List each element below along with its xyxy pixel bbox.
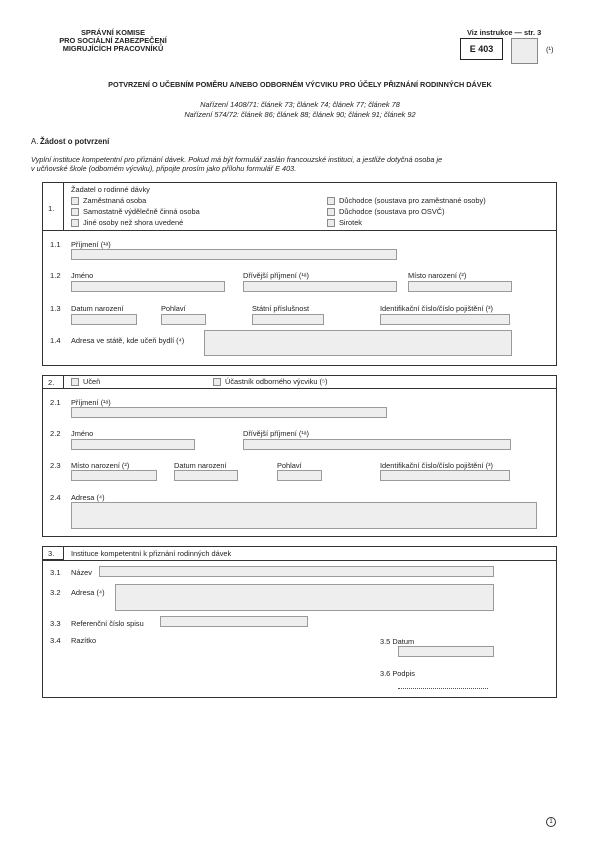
- apprentice-label: Učeň: [83, 377, 101, 386]
- section-1-divider: [42, 230, 557, 231]
- stamp-label: Razítko: [71, 636, 97, 645]
- checkbox-trainee[interactable]: [213, 378, 221, 386]
- trainee-label: Účastník odborného výcviku (⁵): [225, 377, 328, 386]
- field-number-2-3: 2.3: [50, 461, 61, 470]
- checkbox-employed[interactable]: [71, 197, 79, 205]
- birth-date-field[interactable]: [71, 314, 137, 325]
- birth-date-label: Datum narození: [71, 304, 124, 313]
- authority-name-line2: PRO SOCIÁLNÍ ZABEZPEČENÍ: [59, 36, 167, 45]
- date-field[interactable]: [398, 646, 494, 657]
- form-code-box: [460, 38, 503, 60]
- checkbox-orphan[interactable]: [327, 219, 335, 227]
- field-number-3-4: 3.4: [50, 636, 61, 645]
- sex-field[interactable]: [161, 314, 206, 325]
- checkbox-self-employed[interactable]: [71, 208, 79, 216]
- section-a-heading: Žádost o potvrzení: [40, 137, 110, 146]
- signature-line[interactable]: [398, 688, 488, 689]
- reference-number-label: Referenční číslo spisu: [71, 619, 144, 628]
- birthplace-label: Místo narození (²): [408, 271, 467, 280]
- authority-name-line3: MIGRUJÍCÍCH PRACOVNÍKŮ: [62, 44, 164, 53]
- institution-address-label: Adresa (⁴): [71, 588, 105, 597]
- regulation-line-1: Nařízení 1408/71: článek 73; článek 74; článek 77; článek 78: [200, 100, 400, 109]
- option-employed: Zaměstnaná osoba: [83, 196, 147, 205]
- apprentice-sex-field[interactable]: [277, 470, 322, 481]
- surname-label: Příjmení (¹ᵃ): [71, 240, 111, 249]
- apprentice-address-field[interactable]: [71, 502, 537, 529]
- field-number-2-2: 2.2: [50, 429, 61, 438]
- option-self-employed: Samostatně výdělečně činná osoba: [83, 207, 200, 216]
- checkbox-other-persons[interactable]: [71, 219, 79, 227]
- apprentice-former-surname-label: Dřívější příjmení (¹ᵃ): [243, 429, 309, 438]
- checkbox-pensioner-employed[interactable]: [327, 197, 335, 205]
- applicant-label: Žadatel o rodinné dávky: [71, 185, 150, 194]
- authority-name-line1: SPRÁVNÍ KOMISE: [80, 28, 146, 37]
- former-surname-field[interactable]: [243, 281, 397, 292]
- regulation-line-2: Nařízení 574/72: článek 86; článek 88; článek 90; článek 91; článek 92: [184, 110, 416, 119]
- nationality-field[interactable]: [252, 314, 324, 325]
- apprentice-former-surname-field[interactable]: [243, 439, 511, 450]
- section-2-number: 2.: [48, 378, 55, 387]
- institution-name-label: Název: [71, 568, 92, 577]
- former-surname-label: Dřívější příjmení (¹ᵃ): [243, 271, 309, 280]
- field-number-1-1: 1.1: [50, 240, 61, 249]
- address-in-state-field[interactable]: [204, 330, 512, 356]
- id-number-field[interactable]: [380, 314, 510, 325]
- field-number-2-4: 2.4: [50, 493, 61, 502]
- nationality-label: Státní příslušnost: [252, 304, 310, 313]
- footnote-reference: (¹): [546, 45, 554, 54]
- option-orphan: Sirotek: [339, 218, 363, 227]
- apprentice-id-number-field[interactable]: [380, 470, 510, 481]
- page-number-badge: [546, 817, 556, 827]
- apprentice-surname-field[interactable]: [71, 407, 387, 418]
- option-pensioner-self-employed: Důchodce (soustava pro OSVČ): [339, 207, 445, 216]
- birthplace-field[interactable]: [408, 281, 512, 292]
- field-number-1-4: 1.4: [50, 336, 61, 345]
- apprentice-first-name-label: Jméno: [71, 429, 94, 438]
- checkbox-pensioner-self-employed[interactable]: [327, 208, 335, 216]
- section-1-number: 1.: [48, 204, 55, 213]
- apprentice-birthplace-label: Místo narození (²): [71, 461, 130, 470]
- institution-name-field[interactable]: [99, 566, 494, 577]
- section-2-divider: [42, 388, 557, 389]
- first-name-label: Jméno: [71, 271, 94, 280]
- form-title: POTVRZENÍ O UČEBNÍM POMĚRU A/NEBO ODBORNÉM VÝCVIKU PRO ÚČELY PŘIZNÁNÍ RODINNÝCH DÁVEK: [108, 80, 492, 89]
- field-number-1-2: 1.2: [50, 271, 61, 280]
- apprentice-birth-date-field[interactable]: [174, 470, 238, 481]
- date-label: 3.5 Datum: [380, 637, 415, 646]
- apprentice-address-label: Adresa (⁴): [71, 493, 105, 502]
- country-code-field[interactable]: [511, 38, 538, 64]
- institution-address-field[interactable]: [115, 584, 494, 611]
- apprentice-sex-label: Pohlaví: [277, 461, 302, 470]
- competent-institution-heading: Instituce kompetentní k přiznání rodinných dávek: [71, 549, 232, 558]
- first-name-field[interactable]: [71, 281, 225, 292]
- field-number-3-1: 3.1: [50, 568, 61, 577]
- apprentice-birthplace-field[interactable]: [71, 470, 157, 481]
- section-3-number: 3.: [48, 549, 55, 558]
- instructions-reference: Viz instrukce — str. 3: [467, 28, 542, 37]
- surname-field[interactable]: [71, 249, 397, 260]
- section-3-divider: [42, 560, 557, 561]
- form-code: E 403: [469, 44, 494, 54]
- page-number: 1: [549, 819, 553, 825]
- option-other-persons: Jiné osoby než shora uvedené: [83, 218, 184, 227]
- reference-number-field[interactable]: [160, 616, 308, 627]
- address-in-state-label: Adresa ve státě, kde učeň bydlí (⁴): [71, 336, 185, 345]
- apprentice-birth-date-label: Datum narození: [174, 461, 227, 470]
- id-number-label: Identifikační číslo/číslo pojištění (³): [380, 304, 493, 313]
- field-number-3-3: 3.3: [50, 619, 61, 628]
- field-number-1-3: 1.3: [50, 304, 61, 313]
- checkbox-apprentice[interactable]: [71, 378, 79, 386]
- apprentice-surname-label: Příjmení (¹ᵃ): [71, 398, 111, 407]
- sex-label: Pohlaví: [161, 304, 186, 313]
- apprentice-id-number-label: Identifikační číslo/číslo pojištění (³): [380, 461, 493, 470]
- section-a-intro-line2: v učňovské škole (odborném výcviku), připojte prosím jako přílohu formulář E 403.: [31, 164, 297, 173]
- option-pensioner-employed: Důchodce (soustava pro zaměstnané osoby): [339, 196, 486, 205]
- apprentice-first-name-field[interactable]: [71, 439, 195, 450]
- section-a-intro-line1: Vyplní instituce kompetentní pro přiznání dávek. Pokud má být formulář zaslán francouzské instituci, a jestliže dotyčná osoba je: [31, 155, 443, 164]
- field-number-3-2: 3.2: [50, 588, 61, 597]
- field-number-2-1: 2.1: [50, 398, 61, 407]
- signature-label: 3.6 Podpis: [380, 669, 415, 678]
- section-a-prefix: A.: [31, 137, 39, 146]
